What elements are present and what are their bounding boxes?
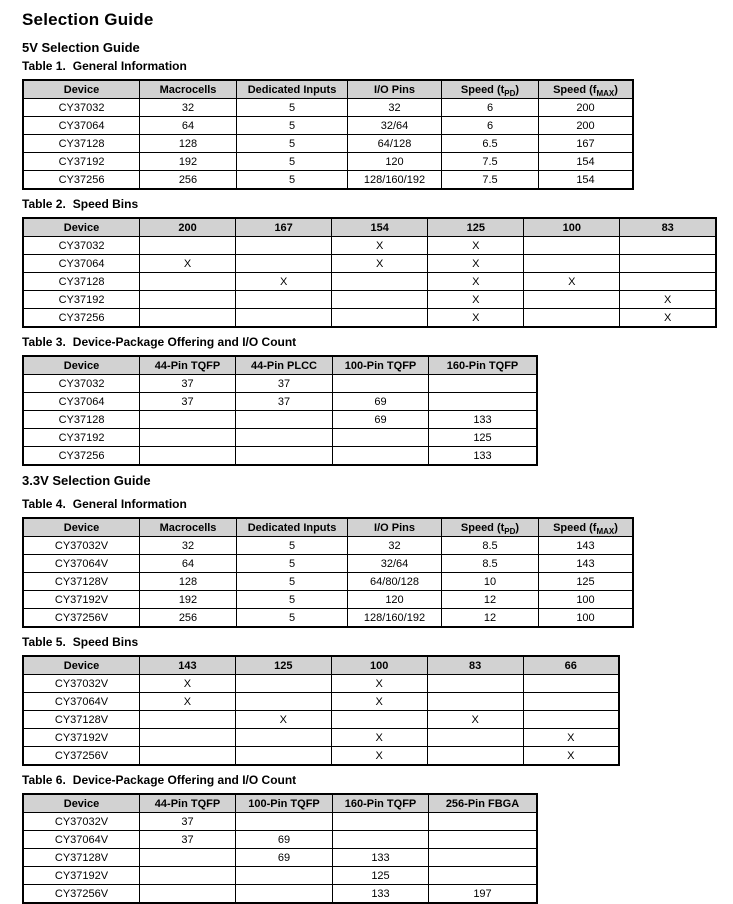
table-caption-label: Table 5. [22,635,66,649]
table-cell: 64/128 [348,135,442,153]
table-cell: 69 [236,831,333,849]
table-cell: 32 [140,99,237,117]
table-cell: 128/160/192 [348,171,442,190]
table-cell [236,291,332,309]
table-row [23,117,633,135]
table-cell: 256 [140,171,237,190]
table-cell: 32/64 [348,117,442,135]
table-cell: 200 [539,99,634,117]
table-row [23,537,633,555]
table-cell: X [332,237,428,255]
table-cell: 125 [429,429,538,447]
device-cell: CY37064V [23,693,140,711]
table-cell [429,375,538,393]
table-cell: 64/80/128 [348,573,442,591]
table-cell: 5 [237,555,348,573]
table-cell [236,885,333,904]
table-row [23,429,537,447]
table-cell: X [332,255,428,273]
table-cell [332,291,428,309]
device-cell: CY37192 [23,153,140,171]
table-row [23,573,633,591]
table-caption-title: General Information [72,59,187,73]
device-cell: CY37128 [23,411,140,429]
device-cell: CY37256 [23,171,140,190]
table-cell: 12 [442,609,539,628]
table-cell: 37 [140,831,236,849]
table-cell: 197 [429,885,538,904]
table-cell: 10 [442,573,539,591]
table-cell [140,273,236,291]
table-cell [429,831,538,849]
section-5v [22,40,717,466]
column-header: Speed $(t_{PD})$ [442,80,539,99]
table-row [23,447,537,466]
device-cell: CY37032V [23,537,140,555]
table-cell [523,675,619,693]
table-row [23,99,633,117]
table-cell [429,813,538,831]
table-cell: 125 [333,867,429,885]
table-caption-title: General Information [72,497,187,511]
table-cell [235,729,331,747]
table-cell: X [428,291,524,309]
table-cell: 133 [333,849,429,867]
table-caption-label: Table 3. [22,335,66,349]
table-cell: 5 [237,573,348,591]
header-row [23,80,633,99]
device-cell: CY37256V [23,747,140,766]
device-cell: CY37128 [23,273,140,291]
table-row [23,291,716,309]
table-cell [235,675,331,693]
table-cell: 133 [333,885,429,904]
table-cell: 32 [348,537,442,555]
table-cell [236,813,333,831]
table-cell [236,411,333,429]
table-row [23,849,537,867]
table-row [23,273,716,291]
column-header: Device [23,656,140,675]
table-cell [236,429,333,447]
table-cell [524,291,620,309]
table-2-caption [22,197,717,211]
device-cell: CY37192V [23,729,140,747]
table-cell: 154 [539,171,634,190]
table-3-caption [22,335,717,349]
device-cell: CY37256V [23,609,140,628]
table-cell: 192 [140,153,237,171]
table-cell [333,429,429,447]
table-cell: 143 [539,537,634,555]
column-header: 154 [332,218,428,237]
column-header: Device [23,794,140,813]
column-header: 83 [427,656,523,675]
table-cell [140,747,236,766]
table-cell: 6 [442,99,539,117]
table-cell: 200 [539,117,634,135]
table-cell: 37 [236,375,333,393]
column-header: Dedicated Inputs [237,518,348,537]
table-cell [235,693,331,711]
table-cell [620,237,716,255]
table-cell: X [428,309,524,328]
table-cell: 32/64 [348,555,442,573]
table-caption-title: Device-Package Offering and I/O Count [72,335,297,349]
header-row [23,218,716,237]
table-cell [140,849,236,867]
table-cell: X [524,273,620,291]
table-cell [427,747,523,766]
table-row [23,885,537,904]
section-3v3 [22,473,717,904]
table-2-speed-bins-5v [22,217,717,328]
table-cell [236,237,332,255]
table-1-general-information-5v [22,79,634,190]
table-cell [427,693,523,711]
table-cell: X [428,237,524,255]
column-header: 200 [140,218,236,237]
column-header: I/O Pins [348,518,442,537]
table-cell: 5 [237,117,348,135]
table-cell: 192 [140,591,237,609]
table-5-speed-bins-3v3 [22,655,620,766]
table-cell [140,867,236,885]
table-row [23,255,716,273]
table-cell: 5 [237,171,348,190]
table-cell: X [140,675,236,693]
table-row [23,675,619,693]
column-header: I/O Pins [348,80,442,99]
table-cell: 7.5 [442,171,539,190]
table-cell: 64 [140,555,237,573]
column-header: 143 [140,656,236,675]
table-cell: 128 [140,573,237,591]
column-header: 160-Pin TQFP [333,794,429,813]
column-header: 44-Pin TQFP [140,356,236,375]
table-cell: 5 [237,591,348,609]
column-header: 100 [524,218,620,237]
device-cell: CY37256V [23,885,140,904]
table-cell: X [428,255,524,273]
column-header: 256-Pin FBGA [429,794,538,813]
table-cell [140,429,236,447]
table-cell: X [140,255,236,273]
table-cell [332,309,428,328]
column-header: Macrocells [140,518,237,537]
table-cell [140,729,236,747]
table-cell: 37 [140,813,236,831]
table-cell: 37 [140,393,236,411]
table-cell [333,831,429,849]
table-cell [429,849,538,867]
table-cell: 128 [140,135,237,153]
device-cell: CY37032 [23,99,140,117]
table-cell: 120 [348,153,442,171]
table-cell: 133 [429,411,538,429]
table-cell: 7.5 [442,153,539,171]
table-cell: 5 [237,153,348,171]
table-cell: X [331,747,427,766]
section-heading-3v3: 3.3V Selection Guide [22,473,151,488]
table-cell [140,309,236,328]
table-cell [333,813,429,831]
table-cell: 5 [237,609,348,628]
column-header: 160-Pin TQFP [429,356,538,375]
table-cell: X [331,675,427,693]
table-cell: 5 [237,135,348,153]
table-row [23,693,619,711]
table-caption-label: Table 6. [22,773,66,787]
table-3-device-package-5v [22,355,538,466]
table-cell: X [428,273,524,291]
column-header: 125 [428,218,524,237]
table-cell: X [331,729,427,747]
device-cell: CY37032V [23,675,140,693]
table-cell [140,885,236,904]
table-cell: 37 [236,393,333,411]
table-cell: 32 [348,99,442,117]
device-cell: CY37192 [23,429,140,447]
table-cell: 100 [539,591,634,609]
table-row [23,171,633,190]
table-cell [236,447,333,466]
device-cell: CY37192V [23,867,140,885]
table-row [23,153,633,171]
table-cell: 8.5 [442,555,539,573]
table-cell: 120 [348,591,442,609]
table-row [23,411,537,429]
column-header: 100 [331,656,427,675]
section-heading-5v: 5V Selection Guide [22,40,140,55]
column-header: 44-Pin TQFP [140,794,236,813]
table-row [23,591,633,609]
table-cell [236,309,332,328]
table-cell [620,273,716,291]
table-cell: 133 [429,447,538,466]
table-cell [235,747,331,766]
table-cell [236,255,332,273]
table-cell: 167 [539,135,634,153]
column-header: Speed $(t_{PD})$ [442,518,539,537]
table-caption-label: Table 1. [22,59,66,73]
table-row [23,813,537,831]
table-cell: 143 [539,555,634,573]
header-row [23,356,537,375]
table-4-general-information-3v3 [22,517,634,628]
table-caption-title: Device-Package Offering and I/O Count [72,773,297,787]
device-cell: CY37256 [23,447,140,466]
table-cell [524,255,620,273]
table-row [23,831,537,849]
table-cell [332,273,428,291]
table-5-caption [22,635,717,649]
table-cell [427,675,523,693]
column-header: Device [23,80,140,99]
table-cell: 128/160/192 [348,609,442,628]
table-cell: X [523,747,619,766]
device-cell: CY37192 [23,291,140,309]
table-cell: 256 [140,609,237,628]
table-cell: 8.5 [442,537,539,555]
page-title: Selection Guide [22,10,154,29]
table-row [23,747,619,766]
table-cell [140,291,236,309]
table-cell: X [140,693,236,711]
table-cell: X [236,273,332,291]
table-row [23,609,633,628]
table-cell [236,867,333,885]
table-cell: 32 [140,537,237,555]
table-cell: 37 [140,375,236,393]
column-header: Device [23,218,140,237]
column-header: 83 [620,218,716,237]
table-row [23,729,619,747]
column-header: 44-Pin PLCC [236,356,333,375]
table-row [23,711,619,729]
device-cell: CY37064V [23,831,140,849]
table-cell: 125 [539,573,634,591]
table-caption-title: Speed Bins [72,197,139,211]
column-header: Speed $(f_{MAX})$ [539,80,634,99]
column-header: 167 [236,218,332,237]
table-cell: 6.5 [442,135,539,153]
table-cell [140,711,236,729]
column-header: Device [23,356,140,375]
column-header: 100-Pin TQFP [236,794,333,813]
table-row [23,555,633,573]
table-cell [524,237,620,255]
table-cell [429,867,538,885]
table-cell: X [235,711,331,729]
table-cell [333,447,429,466]
table-caption-title: Speed Bins [72,635,139,649]
table-cell: X [620,291,716,309]
table-6-caption [22,773,717,787]
table-cell [427,729,523,747]
table-cell [333,375,429,393]
table-cell: 5 [237,99,348,117]
column-header: Speed $(f_{MAX})$ [539,518,634,537]
table-row [23,393,537,411]
table-cell [523,693,619,711]
header-row [23,794,537,813]
column-header: Device [23,518,140,537]
table-row [23,309,716,328]
device-cell: CY37128 [23,135,140,153]
device-cell: CY37032V [23,813,140,831]
table-cell: 69 [333,393,429,411]
table-cell: X [620,309,716,328]
table-cell: 154 [539,153,634,171]
table-row [23,237,716,255]
table-cell: 69 [333,411,429,429]
device-cell: CY37128V [23,849,140,867]
table-cell [620,255,716,273]
table-row [23,135,633,153]
device-cell: CY37192V [23,591,140,609]
table-cell: X [331,693,427,711]
column-header: Dedicated Inputs [237,80,348,99]
table-cell: 64 [140,117,237,135]
table-cell [523,711,619,729]
header-row [23,656,619,675]
table-6-device-package-3v3 [22,793,538,904]
table-cell: 5 [237,537,348,555]
device-cell: CY37064 [23,393,140,411]
table-cell: 69 [236,849,333,867]
column-header: 66 [523,656,619,675]
device-cell: CY37256 [23,309,140,328]
device-cell: CY37032 [23,375,140,393]
table-cell: X [427,711,523,729]
table-caption-label: Table 4. [22,497,66,511]
table-cell [429,393,538,411]
table-cell [140,447,236,466]
device-cell: CY37064V [23,555,140,573]
table-cell: X [523,729,619,747]
table-cell [140,237,236,255]
table-row [23,867,537,885]
device-cell: CY37064 [23,117,140,135]
device-cell: CY37032 [23,237,140,255]
device-cell: CY37128V [23,573,140,591]
table-cell: 100 [539,609,634,628]
column-header: 125 [235,656,331,675]
table-caption-label: Table 2. [22,197,66,211]
column-header: Macrocells [140,80,237,99]
device-cell: CY37064 [23,255,140,273]
table-1-caption [22,59,717,73]
table-cell [140,411,236,429]
column-header: 100-Pin TQFP [333,356,429,375]
table-cell: 6 [442,117,539,135]
table-cell [524,309,620,328]
device-cell: CY37128V [23,711,140,729]
table-cell: 12 [442,591,539,609]
table-4-caption [22,497,717,511]
table-row [23,375,537,393]
table-cell [331,711,427,729]
header-row [23,518,633,537]
